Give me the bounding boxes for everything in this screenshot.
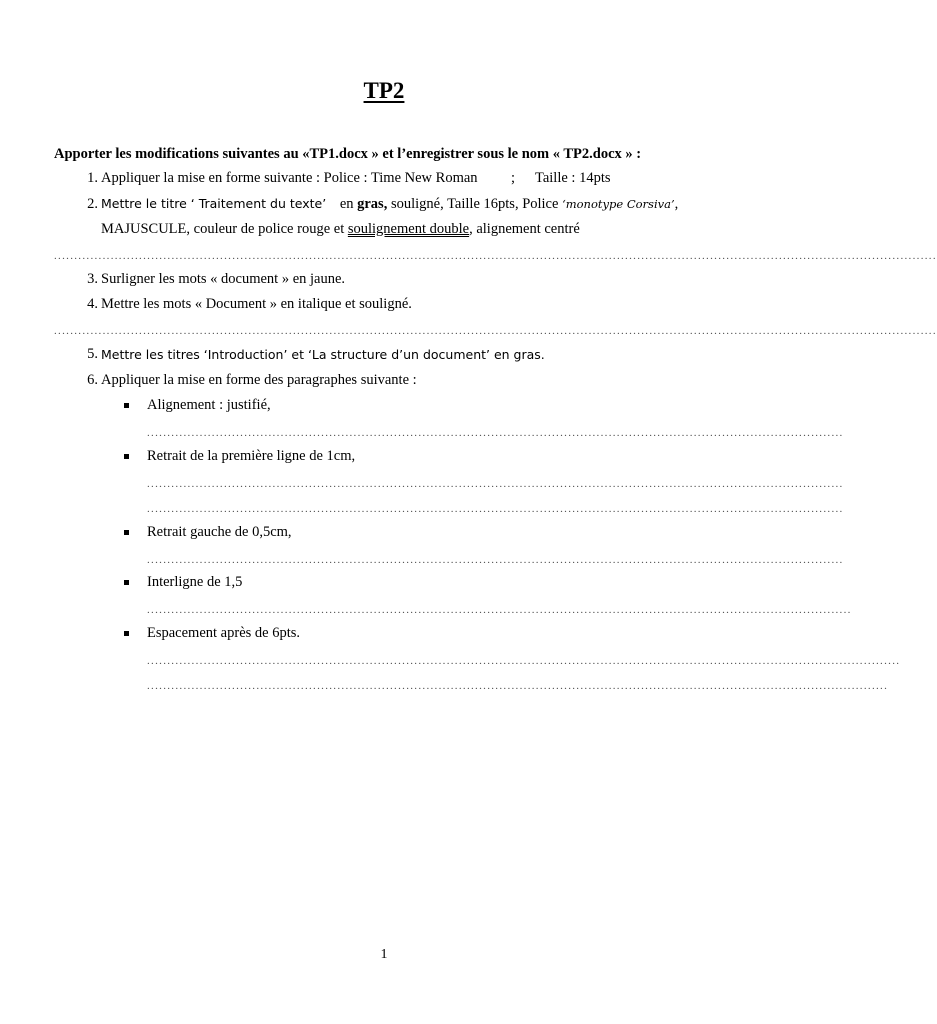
dotted-answer-line: ............................................................................................................................................................................ xyxy=(147,478,844,490)
bullet-square-icon xyxy=(124,577,132,585)
item-text: souligné, Taille 16pts, Police xyxy=(387,196,563,212)
bullet-square-icon xyxy=(124,628,132,636)
bullet-square-icon xyxy=(124,527,132,535)
item-text-bold: gras, xyxy=(357,196,388,212)
item-number: 3. xyxy=(87,271,98,287)
item-text: Mettre les titres ‘Introduction’ et ‘La structure d’un document’ en gras. xyxy=(101,347,545,362)
item-text-comma: , xyxy=(674,196,679,212)
dotted-answer-line: .......................................................................................................................................................................................................................... xyxy=(54,325,937,337)
page-title: TP2 xyxy=(363,78,405,103)
item-text: Appliquer la mise en forme des paragraphes suivante : xyxy=(101,372,417,388)
sub-item-text: Retrait gauche de 0,5cm, xyxy=(147,524,292,540)
bullet-square-icon xyxy=(124,451,132,459)
dotted-answer-line: ............................................................................................................................................................................ xyxy=(147,503,844,515)
item-number: 4. xyxy=(87,296,98,312)
item-text: Surligner les mots « document » en jaune. xyxy=(101,271,346,287)
dotted-answer-line: ....................................................................................................................................................................................... xyxy=(147,680,889,692)
item-text-title-phrase: Mettre le titre ‘ Traitement du texte’ xyxy=(101,196,327,211)
bullet-square-icon xyxy=(124,400,132,408)
item-text: Mettre les mots « Document » en italique et souligné. xyxy=(101,296,412,312)
item-text-underlined: soulignement double xyxy=(347,221,470,237)
sub-item-text: Alignement : justifié, xyxy=(147,397,271,413)
item-number: 2. xyxy=(87,196,98,212)
item-text-font-name: ‘monotype Corsiva’ xyxy=(562,197,675,211)
item-text: Appliquer la mise en forme suivante : Police : Time New Roman xyxy=(101,170,478,186)
sub-item-text: Espacement après de 6pts. xyxy=(147,625,301,641)
item-number: 5. xyxy=(87,346,98,362)
item-text-en: en xyxy=(339,196,354,212)
item-number: 6. xyxy=(87,372,98,388)
page-number: 1 xyxy=(380,947,388,962)
dotted-answer-line: ............................................................................................................................................................................ xyxy=(147,554,844,566)
instructions-intro: Apporter les modifications suivantes au «TP1.docx » et l’enregistrer sous le nom « TP2.docx » : xyxy=(54,146,642,162)
item-text: MAJUSCULE, couleur de police rouge et xyxy=(101,221,348,237)
item-number: 1. xyxy=(87,170,98,186)
dotted-answer-line: .............................................................................................................................................................................. xyxy=(147,604,852,616)
sub-item-text: Retrait de la première ligne de 1cm, xyxy=(147,448,356,464)
item-text-size: Taille : 14pts xyxy=(535,170,611,186)
dotted-answer-line: .......................................................................................................................................................................................... xyxy=(147,655,901,667)
item-text: , alignement centré xyxy=(469,221,580,237)
dotted-answer-line: .......................................................................................................................................................................................................................... xyxy=(54,250,937,262)
dotted-answer-line: ............................................................................................................................................................................ xyxy=(147,427,844,439)
item-separator: ; xyxy=(511,170,516,186)
list-item-2-line2 xyxy=(101,221,580,238)
sub-item-text: Interligne de 1,5 xyxy=(147,574,243,590)
